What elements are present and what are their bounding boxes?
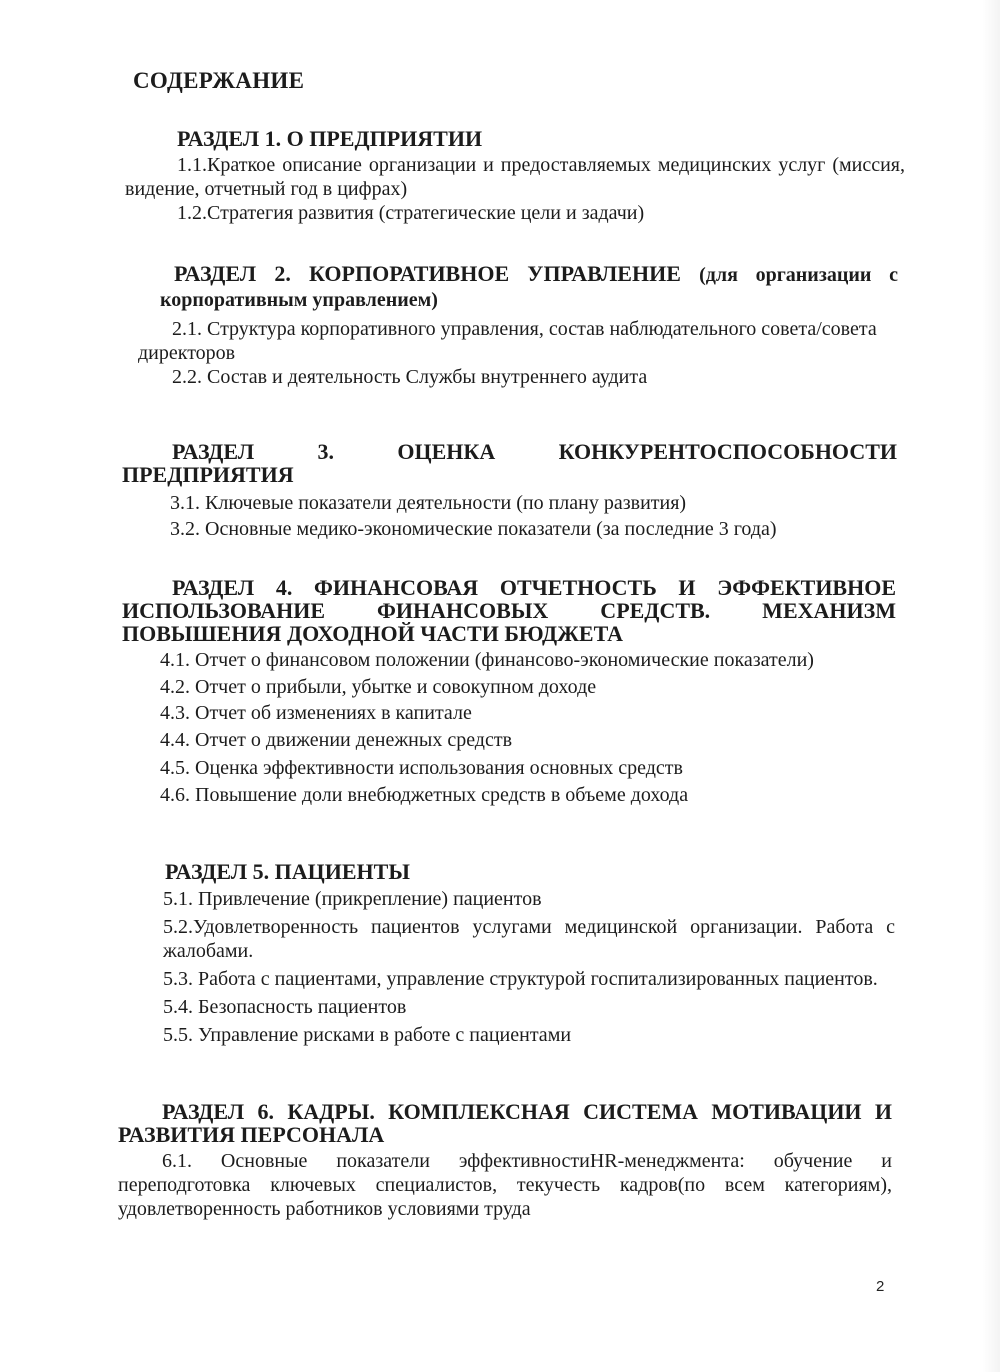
section-5 [163, 860, 895, 1047]
section-5-heading: РАЗДЕЛ 5. ПАЦИЕНТЫ [165, 859, 410, 884]
item-4-2: 4.2. Отчет о прибыли, убытке и совокупном доходе [160, 676, 597, 698]
item-4-5: 4.5. Оценка эффективности использования основных средств [160, 757, 683, 779]
section-6 [118, 1100, 892, 1221]
section-4 [122, 575, 896, 807]
section-2 [138, 261, 898, 389]
contents-title: СОДЕРЖАНИЕ [133, 68, 305, 93]
section-2-heading-note: (для организации с корпоративным управлением) [160, 264, 898, 311]
item-6-1: 6.1. Основные показатели эффективностиHR-менеджмента: обучение и переподготовка ключевых специалистов, текучесть кадров(по всем категориям), удовлетворенность работников условиями труда [118, 1150, 892, 1220]
page-number: 2 [876, 1278, 885, 1295]
item-4-4: 4.4. Отчет о движении денежных средств [160, 729, 513, 751]
item-3-2: 3.2. Основные медико-экономические показатели (за последние 3 года) [170, 518, 777, 540]
item-1-2: 1.2.Стратегия развития (стратегические цели и задачи) [177, 202, 645, 224]
item-5-5: 5.5. Управление рисками в работе с пациентами [163, 1024, 572, 1046]
item-5-4: 5.4. Безопасность пациентов [163, 996, 407, 1018]
section-4-heading: РАЗДЕЛ 4. ФИНАНСОВАЯ ОТЧЕТНОСТЬ И ЭФФЕКТИВНОЕ ИСПОЛЬЗОВАНИЕ ФИНАНСОВЫХ СРЕДСТВ. МЕХАНИЗМ ПОВЫШЕНИЯ ДОХОДНОЙ ЧАСТИ БЮДЖЕТА [122, 575, 896, 646]
section-1-heading: РАЗДЕЛ 1. О ПРЕДПРИЯТИИ [177, 126, 483, 151]
item-5-3: 5.3. Работа с пациентами, управление структурой госпитализированных пациентов. [163, 968, 878, 990]
page-edge-shadow [982, 0, 1000, 1372]
item-5-1: 5.1. Привлечение (прикрепление) пациентов [163, 888, 542, 910]
item-4-1: 4.1. Отчет о финансовом положении (финансово-экономические показатели) [160, 649, 814, 671]
item-5-2: 5.2.Удовлетворенность пациентов услугами медицинской организации. Работа с жалобами. [163, 916, 895, 962]
item-2-1: 2.1. Структура корпоративного управления, состав наблюдательного совета/совета [172, 318, 877, 340]
item-1-1: 1.1.Краткое описание организации и предоставляемых медицинских услуг (миссия, видение, отчетный год в цифрах) [125, 154, 905, 200]
section-2-heading-main: РАЗДЕЛ 2. КОРПОРАТИВНОЕ УПРАВЛЕНИЕ [174, 261, 681, 286]
section-6-heading: РАЗДЕЛ 6. КАДРЫ. КОМПЛЕКСНАЯ СИСТЕМА МОТИВАЦИИ И РАЗВИТИЯ ПЕРСОНАЛА [118, 1099, 892, 1147]
item-2-1-cont: директоров [138, 342, 236, 364]
item-4-6: 4.6. Повышение доли внебюджетных средств в объеме дохода [160, 784, 689, 806]
item-4-3: 4.3. Отчет об изменениях в капитале [160, 702, 472, 724]
section-3 [122, 440, 897, 541]
section-2-heading [160, 262, 898, 312]
section-3-heading: РАЗДЕЛ 3. ОЦЕНКА КОНКУРЕНТОСПОСОБНОСТИ ПРЕДПРИЯТИЯ [122, 439, 897, 487]
section-1 [125, 127, 905, 225]
item-2-2: 2.2. Состав и деятельность Службы внутреннего аудита [172, 366, 648, 388]
item-3-1: 3.1. Ключевые показатели деятельности (по плану развития) [170, 492, 687, 514]
